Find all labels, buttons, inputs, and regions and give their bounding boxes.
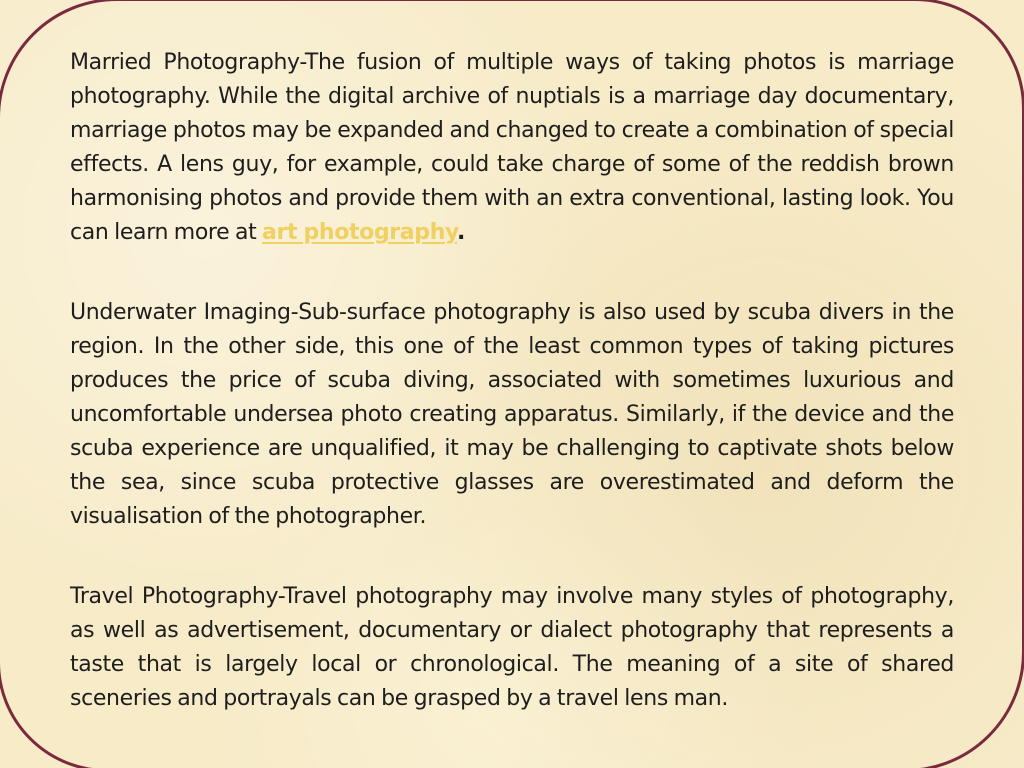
paragraph-1-period: . xyxy=(456,220,465,245)
art-photography-link[interactable]: art photography xyxy=(262,220,457,245)
paragraph-married-photography xyxy=(70,46,954,250)
paragraph-1-text: Married Photography-The fusion of multiple ways of taking photos is marriage photography. While the digital archive of nuptials is a marriage day documentary, marriage photos may be expanded and changed to create a combination of special effects. A lens guy, for example, could take charge of some of the reddish brown harmonising photos and provide them with an extra conventional, lasting look. You can learn more at xyxy=(70,50,954,245)
slide-content xyxy=(70,46,954,716)
paragraph-underwater-imaging: Underwater Imaging-Sub-surface photography is also used by scuba divers in the region. In the other side, this one of the least common types of taking pictures produces the price of scuba diving, associated with sometimes luxurious and uncomfortable undersea photo creating apparatus. Similarly, if the device and the scuba experience are unqualified, it may be challenging to captivate shots below the sea, since scuba protective glasses are overestimated and deform the visualisation of the photographer. xyxy=(70,300,954,529)
paragraph-travel-photography: Travel Photography-Travel photography may involve many styles of photography, as well as advertisement, documentary or dialect photography that represents a taste that is largely local or chronological. The meaning of a site of shared sceneries and portrayals can be grasped by a travel lens man. xyxy=(70,584,954,711)
